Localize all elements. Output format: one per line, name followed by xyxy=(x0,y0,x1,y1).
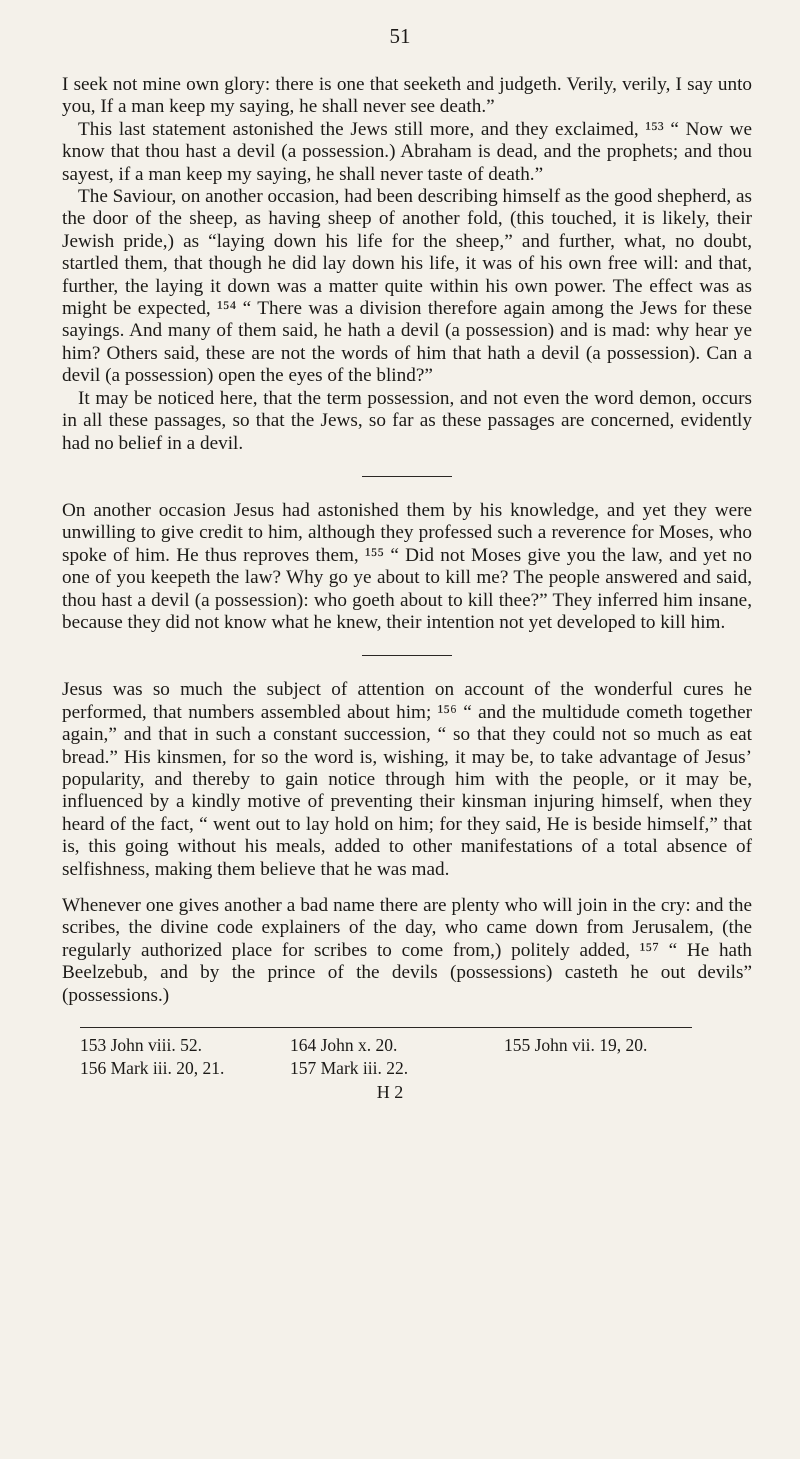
page-number: 51 xyxy=(389,24,411,48)
signature-mark: H 2 xyxy=(376,1082,404,1103)
footnotes xyxy=(80,1034,700,1104)
section-2 xyxy=(62,500,752,634)
paragraph: Whenever one gives another a bad name there are plenty who will join in the cry: and the scribes, the divine code explainers of the day, who came down from Jerusalem, (the regularly authorized place for scribes to come from,) politely added, ¹⁵⁷ “ He hath Beelzebub, and by the prince of the devils (possessions) casteth he out devils” (possessions.) xyxy=(62,895,752,1006)
footnote-divider xyxy=(80,1027,692,1028)
section-1 xyxy=(62,74,752,455)
section-3 xyxy=(62,679,752,881)
paragraph: I seek not mine own glory: there is one that seeketh and judgeth. Verily, verily, I say unto you, If a man keep my saying, he shall never see death.” xyxy=(62,74,752,118)
section-divider xyxy=(362,655,452,656)
paragraph: This last statement astonished the Jews still more, and they exclaimed, ¹⁵³ “ Now we know that thou hast a devil (a possession.) Abraham is dead, and the prophets; and thou sayest, if a man keep my saying, he shall never taste of death.” xyxy=(62,118,752,185)
footnote: 157 Mark iii. 22. xyxy=(290,1058,409,1079)
footnote: 164 John x. 20. xyxy=(290,1035,398,1056)
paragraph: The Saviour, on another occasion, had been describing himself as the good shepherd, as the door of the sheep, as having sheep of another fold, (this touched, it is likely, their Jewish pride,) as “laying down his life for the sheep,” and further, what, no doubt, startled them, that though he did lay down his life, it was of his own free will: and that, further, the laying it down was a matter quite within his own power. The effect was as might be expected, ¹⁵⁴ “ There was a division therefore again among the Jews for these sayings. And many of them said, he hath a devil (a possession) and is mad: why hear ye him? Others said, these are not the words of him that hath a devil (a possession). Can a devil (a possession) open the eyes of the blind?” xyxy=(62,186,752,387)
section-4 xyxy=(62,895,752,1007)
section-divider xyxy=(362,476,452,477)
body-text xyxy=(62,74,752,1104)
paragraph: Jesus was so much the subject of attention on account of the wonderful cures he performed, that numbers assembled about him; ¹⁵⁶ “ and the multidude cometh together again,” and that in such a constant succession, “ so that they could not so much as eat bread.” His kinsmen, for so the word is, wishing, it may be, to take advantage of Jesus’ popularity, and thereby to gain notice through him with the people, or it may be, influenced by a kindly motive of preventing their kinsman injuring himself, when they heard of the fact, “ went out to lay hold on him; for they said, He is beside himself,” that is, this going without his meals, added to other manifestations of a total absence of selfishness, making them believe that he was mad. xyxy=(62,679,752,880)
footnote: 153 John viii. 52. xyxy=(80,1035,203,1056)
footnote-row xyxy=(80,1034,700,1057)
footnote: 156 Mark iii. 20, 21. xyxy=(80,1058,225,1079)
footnote: 155 John vii. 19, 20. xyxy=(504,1035,648,1056)
paragraph: It may be noticed here, that the term possession, and not even the word demon, occurs in all these passages, so that the Jews, so far as these passages are concerned, evidently had no belief in a devil. xyxy=(62,387,752,454)
paragraph: On another occasion Jesus had astonished them by his knowledge, and yet they were unwilling to give credit to him, although they professed such a reverence for Moses, who spoke of him. He thus reproves them, ¹⁵⁵ “ Did not Moses give you the law, and yet no one of you keepeth the law? Why go ye about to kill me? The people answered and said, thou hast a devil (a possession): who goeth about to kill thee?” They inferred him insane, because they did not know what he knew, their intention not yet developed to kill him. xyxy=(62,499,752,633)
footnote-row xyxy=(80,1057,700,1080)
